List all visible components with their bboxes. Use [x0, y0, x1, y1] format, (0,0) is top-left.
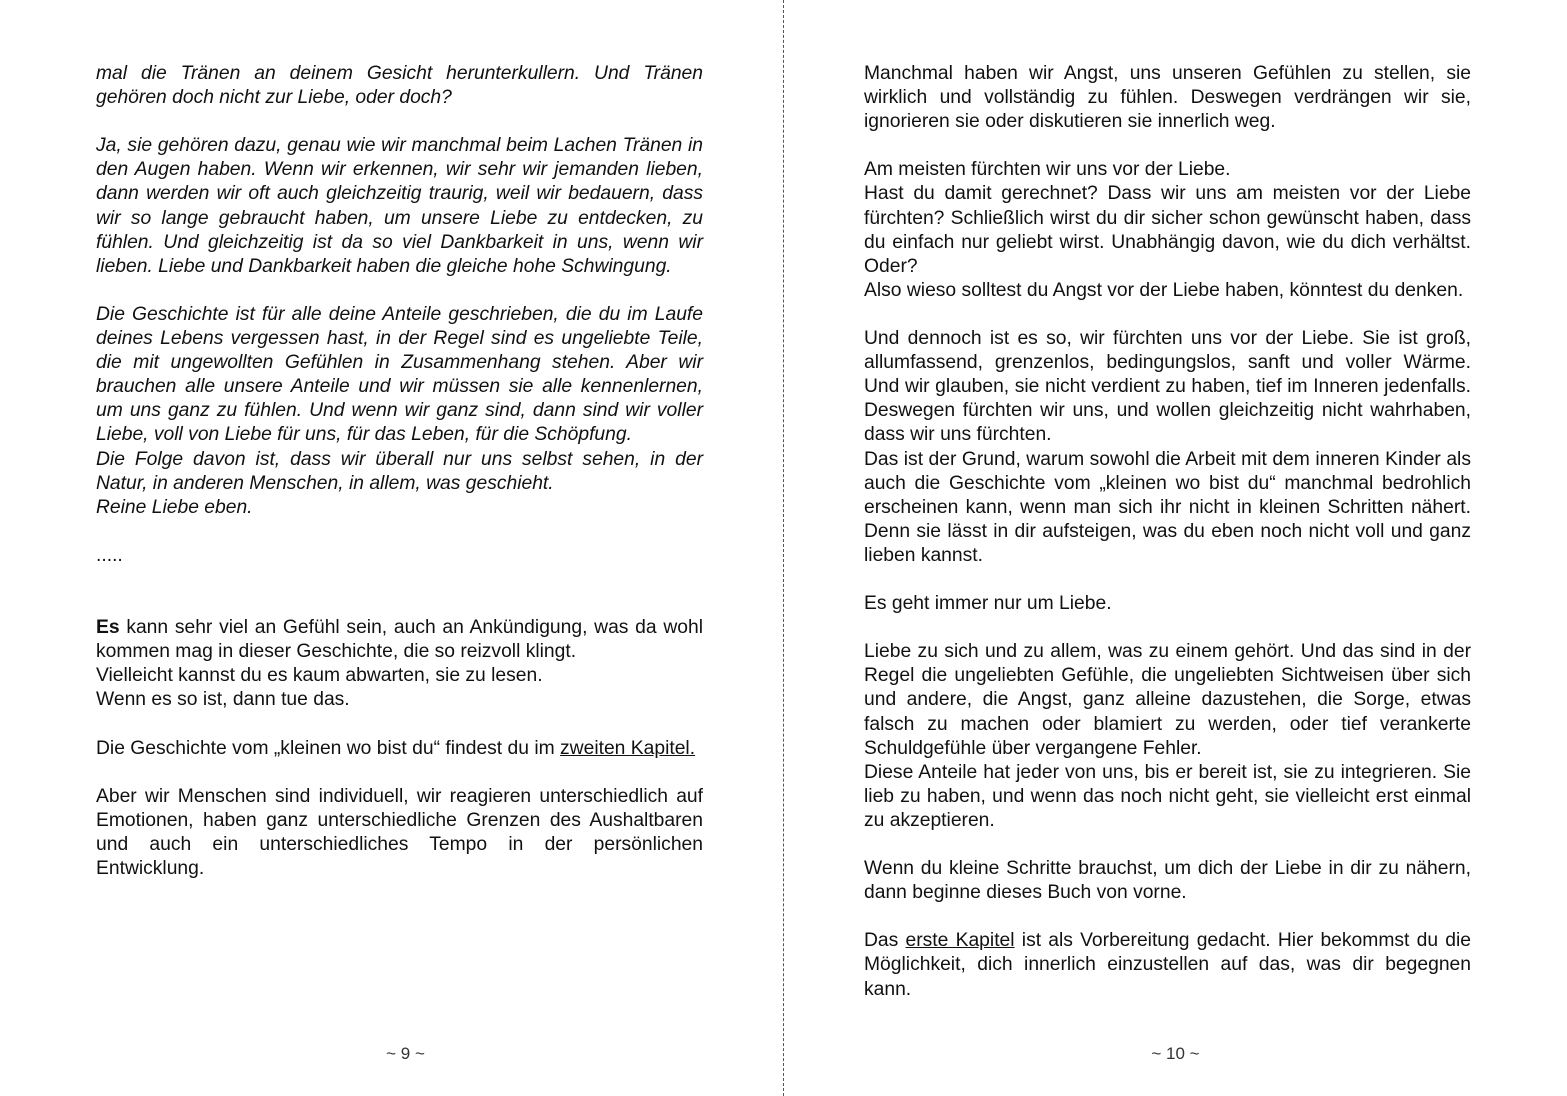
- left-paragraph-1: mal die Tränen an deinem Gesicht herunterkullern. Und Tränen gehören doch nicht zur Liebe, oder doch?: [96, 63, 703, 109]
- left-paragraph-6: Aber wir Menschen sind individuell, wir reagieren unterschiedlich auf Emotionen, haben ganz unterschiedliche Grenzen des Aushaltbaren und auch ein unterschiedliches Tempo in der persönlichen Entwicklung.: [96, 785, 703, 880]
- right-paragraph-7-pre: Das: [864, 930, 906, 952]
- left-paragraph-2: Ja, sie gehören dazu, genau wie wir manchmal beim Lachen Tränen in den Augen haben. Wenn wir erkennen, wir sehr wir jemanden lieben, dann werden wir oft auch gleichzeitig traurig, weil wir bedauern, dass wir so lange gebraucht haben, um unsere Liebe zu entdecken, zu fühlen. Und gleichzeitig ist da so viel Dankbarkeit in uns, wenn wir lieben. Liebe und Dankbarkeit haben die gleiche hohe Schwingung.: [96, 135, 703, 277]
- left-paragraph-3b: Die Folge davon ist, dass wir überall nur uns selbst sehen, in der Natur, in anderen Menschen, in allem, was geschieht.: [96, 448, 703, 494]
- left-page-text: [96, 62, 703, 905]
- initial-word: Es: [96, 617, 120, 639]
- left-paragraph-4c: Wenn es so ist, dann tue das.: [96, 689, 350, 711]
- right-paragraph-5a: Liebe zu sich und zu allem, was zu einem gehört. Und das sind in der Regel die ungeliebten Gefühle, die ungeliebten Sichtweisen über sich und andere, die Angst, ganz alleine dazustehen, die Sorge, etwas falsch zu machen oder blamiert zu werden, oder tief verankerte Schuldgefühle über vergangene Fehler.: [864, 641, 1471, 759]
- right-paragraph-1: Manchmal haben wir Angst, uns unseren Gefühlen zu stellen, sie wirklich und vollständig zu fühlen. Deswegen verdrängen wir sie, ignorieren sie oder diskutieren sie innerlich weg.: [864, 63, 1471, 133]
- left-paragraph-3a: Die Geschichte ist für alle deine Anteile geschrieben, die du im Laufe deines Lebens vergessen hast, in der Regel sind es ungeliebte Teile, die mit ungewollten Gefühlen in Zusammenhang stehen. Aber wir brauchen alle unsere Anteile und wir müssen sie alle kennenlernen, um uns ganz zu fühlen. Und wenn wir ganz sind, dann sind wir voller Liebe, voll von Liebe für uns, für das Leben, für die Schöpfung.: [96, 303, 703, 446]
- left-paragraph-4: [96, 616, 703, 664]
- left-page: [0, 0, 783, 1096]
- right-paragraph-6: Wenn du kleine Schritte brauchst, um dich der Liebe in dir zu nähern, dann beginne dieses Buch von vorne.: [864, 858, 1471, 904]
- second-chapter-link[interactable]: zweiten Kapitel.: [560, 737, 696, 759]
- right-paragraph-7-post: ist als Vorbereitung gedacht. Hier bekommst du die Möglichkeit, dich innerlich einzustellen auf das, was dir begegnen kann.: [864, 930, 1471, 1000]
- left-paragraph-3c: Reine Liebe eben.: [96, 496, 253, 518]
- right-paragraph-2a: Am meisten fürchten wir uns vor der Liebe.: [864, 159, 1231, 181]
- page-number-right: ~ 10 ~: [1151, 1044, 1200, 1063]
- section-ellipsis: .....: [96, 544, 123, 566]
- page-number-left: ~ 9 ~: [386, 1044, 425, 1063]
- right-paragraph-7: [864, 929, 1471, 1001]
- right-page-text: [864, 62, 1471, 1026]
- left-paragraph-4-rest: kann sehr viel an Gefühl sein, auch an Ankündigung, was da wohl kommen mag in dieser Geschichte, die so reizvoll klingt.: [96, 617, 703, 663]
- right-paragraph-2b: Hast du damit gerechnet? Dass wir uns am meisten vor der Liebe fürchten? Schließlich wirst du dir sicher schon gewünscht haben, dass du einfach nur geliebt wirst. Unabhängig davon, wie du dich verhältst. Oder?: [864, 183, 1471, 277]
- right-paragraph-4: Es geht immer nur um Liebe.: [864, 593, 1112, 615]
- right-paragraph-3a: Und dennoch ist es so, wir fürchten uns vor der Liebe. Sie ist groß, allumfassend, grenzenlos, bedingungslos, sanft und voller Wärme. Und wir glauben, sie nicht verdient zu haben, tief im Inneren jedenfalls. Deswegen fürchten wir uns, und wollen gleichzeitig nicht wahrhaben, dass wir uns fürchten.: [864, 328, 1471, 446]
- right-paragraph-5b: Diese Anteile hat jeder von uns, bis er bereit ist, sie zu integrieren. Sie lieb zu haben, und wenn das noch nicht geht, sie vielleicht erst einmal zu akzeptieren.: [864, 761, 1471, 831]
- first-chapter-link[interactable]: erste Kapitel: [905, 930, 1015, 952]
- left-paragraph-4b: Vielleicht kannst du es kaum abwarten, sie zu lesen.: [96, 665, 543, 687]
- right-page: [784, 0, 1567, 1096]
- right-paragraph-3b: Das ist der Grund, warum sowohl die Arbeit mit dem inneren Kinder als auch die Geschichte vom „kleinen wo bist du“ manchmal bedrohlich erscheinen kann, wenn man sich ihr nicht in kleinen Schritten nähert. Denn sie lässt in dir aufsteigen, was du eben noch nicht voll und ganz lieben kannst.: [864, 448, 1471, 566]
- right-paragraph-2c: Also wieso solltest du Angst vor der Liebe haben, könntest du denken.: [864, 279, 1464, 301]
- left-paragraph-5: [96, 737, 703, 761]
- left-paragraph-5-text: Die Geschichte vom „kleinen wo bist du“ findest du im: [96, 737, 561, 759]
